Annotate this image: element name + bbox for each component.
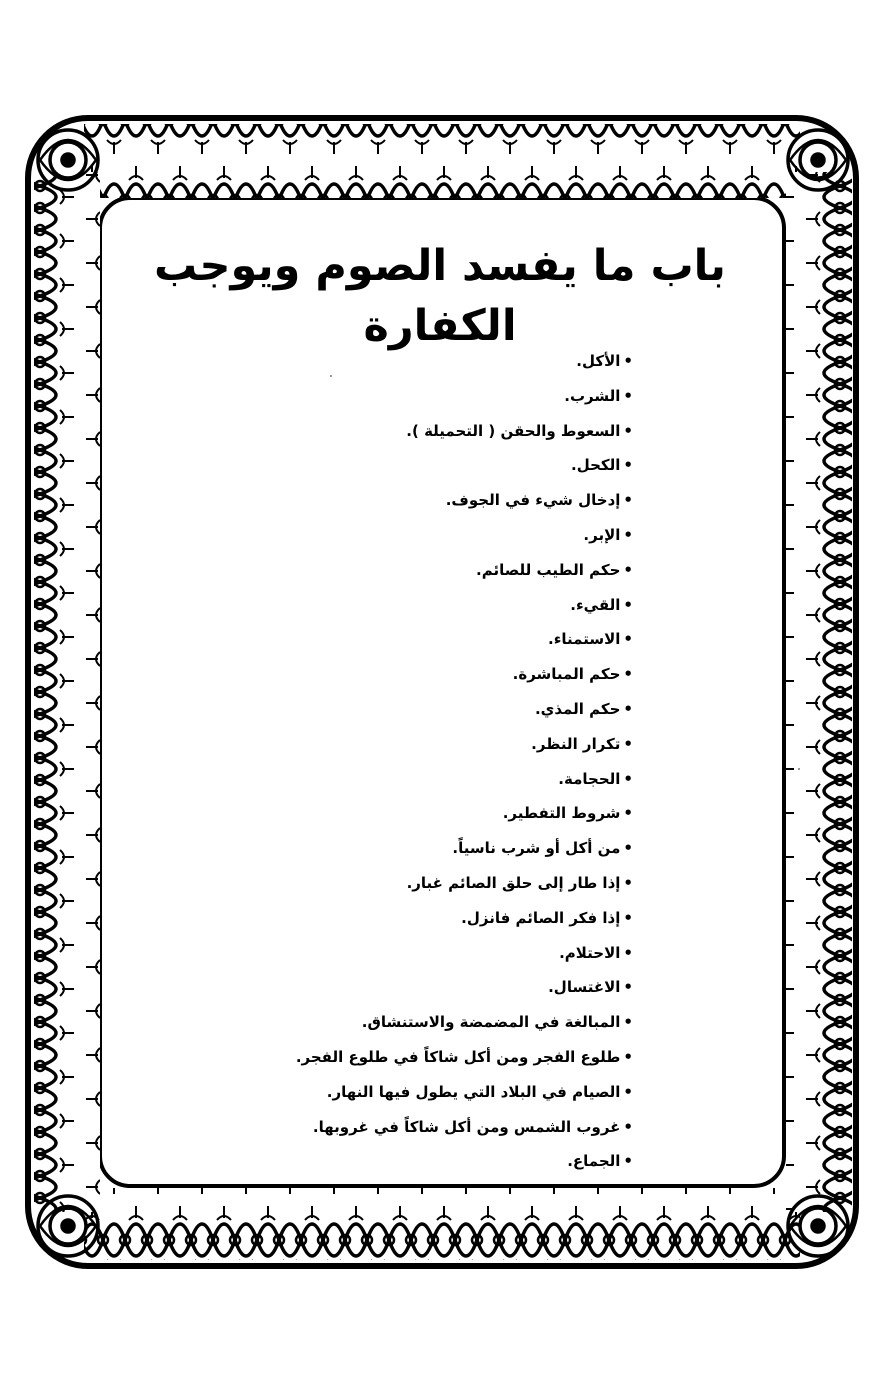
topic-text: السعوط والحقن ( التحميلة ). bbox=[406, 421, 621, 440]
bullet-icon: • bbox=[623, 804, 633, 823]
topic-item bbox=[213, 1144, 633, 1179]
bullet-icon: • bbox=[623, 525, 633, 544]
bullet-icon: • bbox=[623, 491, 633, 510]
topic-item bbox=[213, 588, 633, 623]
topic-item bbox=[213, 657, 633, 692]
topic-item bbox=[213, 518, 633, 553]
topic-text: من أكل أو شرب ناسياً. bbox=[452, 839, 621, 858]
topic-item bbox=[213, 1110, 633, 1145]
topic-item bbox=[213, 1005, 633, 1040]
topic-item bbox=[213, 727, 633, 762]
topic-text: الاستمناء. bbox=[548, 630, 621, 649]
bullet-icon: • bbox=[623, 699, 633, 718]
topic-text: إذا طار إلى حلق الصائم غبار. bbox=[406, 873, 621, 892]
topic-item bbox=[213, 831, 633, 866]
topic-text: الكحل. bbox=[571, 456, 621, 475]
topic-text: حكم المذي. bbox=[534, 699, 621, 718]
topic-item bbox=[213, 344, 633, 379]
bullet-icon: • bbox=[623, 352, 633, 370]
topic-text: شروط التفطير. bbox=[502, 804, 621, 823]
bullet-icon: • bbox=[623, 1013, 633, 1032]
bullet-icon: • bbox=[623, 630, 633, 649]
topic-text: الاحتلام. bbox=[559, 943, 621, 962]
topic-text: إذا فكر الصائم فانزل. bbox=[461, 908, 621, 927]
topic-text: المبالغة في المضمضة والاستنشاق. bbox=[361, 1013, 621, 1032]
bullet-icon: • bbox=[623, 1117, 633, 1136]
topic-text: طلوع الفجر ومن أكل شاكاً في طلوع الفجر. bbox=[295, 1047, 621, 1066]
bullet-icon: • bbox=[623, 1082, 633, 1101]
topic-item bbox=[213, 936, 633, 971]
topic-text: حكم المباشرة. bbox=[512, 665, 621, 684]
bullet-icon: • bbox=[623, 908, 633, 927]
topic-item bbox=[213, 448, 633, 483]
bullet-icon: • bbox=[623, 456, 633, 475]
bullet-icon: • bbox=[623, 595, 633, 614]
topic-item bbox=[213, 622, 633, 657]
bullet-icon: • bbox=[623, 734, 633, 753]
topic-list bbox=[213, 344, 633, 1179]
bullet-icon: • bbox=[623, 943, 633, 962]
topic-item bbox=[213, 1075, 633, 1110]
topic-item bbox=[213, 901, 633, 936]
bullet-icon: • bbox=[623, 560, 633, 579]
topic-item bbox=[213, 553, 633, 588]
topic-text: الحجامة. bbox=[558, 769, 621, 788]
topic-item bbox=[213, 970, 633, 1005]
bullet-icon: • bbox=[623, 978, 633, 997]
topic-text: الإبر. bbox=[583, 525, 621, 544]
topic-item bbox=[213, 762, 633, 797]
bullet-icon: • bbox=[623, 873, 633, 892]
bullet-icon: • bbox=[623, 1047, 633, 1066]
topic-item bbox=[213, 483, 633, 518]
bullet-icon: • bbox=[623, 1152, 633, 1171]
bullet-icon: • bbox=[623, 769, 633, 788]
bullet-icon: • bbox=[623, 386, 633, 405]
scan-speck bbox=[798, 768, 800, 770]
topic-item bbox=[213, 414, 633, 449]
topic-item bbox=[213, 379, 633, 414]
topic-text: تكرار النظر. bbox=[531, 734, 621, 753]
topic-text: الاغتسال. bbox=[548, 978, 621, 997]
bullet-icon: • bbox=[623, 421, 633, 440]
topic-text: الأكل. bbox=[576, 352, 621, 370]
topic-text: القيء. bbox=[570, 595, 621, 614]
topic-item bbox=[213, 866, 633, 901]
topic-text: إدخال شيء في الجوف. bbox=[445, 491, 621, 510]
page-title: باب ما يفسد الصوم ويوجب الكفارة bbox=[154, 241, 726, 351]
bullet-icon: • bbox=[623, 839, 633, 858]
topic-item bbox=[213, 796, 633, 831]
topic-text: الصيام في البلاد التي يطول فيها النهار. bbox=[326, 1082, 621, 1101]
topic-text: الشرب. bbox=[564, 386, 621, 405]
topic-text: الجماع. bbox=[567, 1152, 621, 1171]
topic-item bbox=[213, 692, 633, 727]
bullet-icon: • bbox=[623, 665, 633, 684]
topic-item bbox=[213, 1040, 633, 1075]
topic-text: غروب الشمس ومن أكل شاكاً في غروبها. bbox=[312, 1117, 621, 1136]
topic-text: حكم الطيب للصائم. bbox=[476, 560, 621, 579]
